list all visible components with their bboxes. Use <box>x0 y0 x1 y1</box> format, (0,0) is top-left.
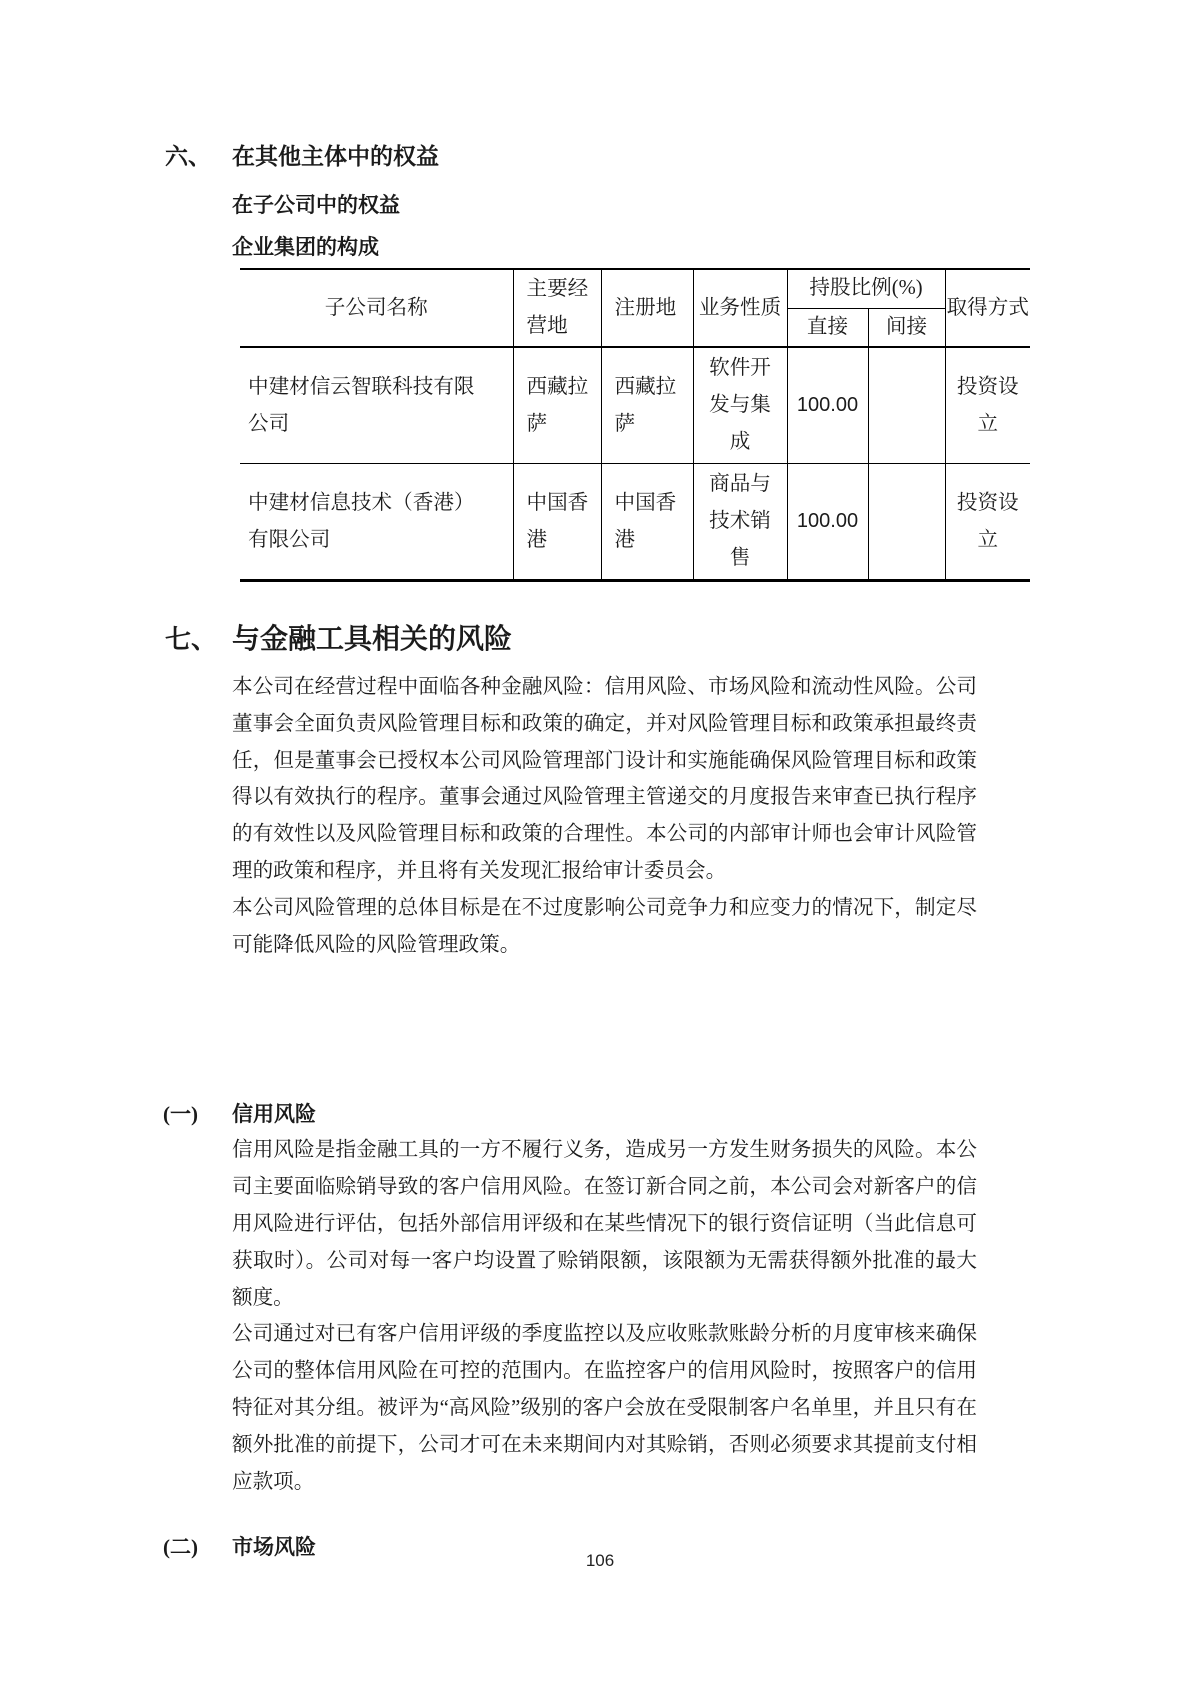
cell-indirect-ratio <box>868 464 945 581</box>
credit-risk-heading <box>0 1097 1200 1132</box>
cell-acquisition-method: 投资设立 <box>945 347 1030 464</box>
subheading-subsidiary-interests: 在子公司中的权益 <box>232 194 400 217</box>
market-risk-title: 市场风险 <box>232 1536 316 1560</box>
section-seven-title: 与金融工具相关的风险 <box>232 623 513 654</box>
cell-registration-place: 西藏拉萨 <box>601 347 693 464</box>
cell-direct-ratio: 100.00 <box>787 347 868 464</box>
table-row <box>240 464 1030 581</box>
col-header-indirect: 间接 <box>868 308 945 347</box>
cell-direct-ratio: 100.00 <box>787 464 868 581</box>
paragraph-credit-risk-definition: 信用风险是指金融工具的一方不履行义务，造成另一方发生财务损失的风险。本公司主要面临赊销导致的客户信用风险。在签订新合同之前，本公司会对新客户的信用风险进行评估，包括外部信用评级和在某些情况下的银行资信证明（当此信息可获取时）。公司对每一客户均设置了赊销限额，该限额为无需获得额外批准的最大额度。 <box>232 1139 977 1309</box>
subheading-group-composition: 企业集团的构成 <box>232 236 379 259</box>
paragraph-risk-management-goal: 本公司风险管理的总体目标是在不过度影响公司竞争力和应变力的情况下，制定尽可能降低风险的风险管理政策。 <box>232 896 977 956</box>
cell-subsidiary-name: 中建材信息技术（香港）有限公司 <box>248 491 475 551</box>
cell-acquisition-method: 投资设立 <box>945 464 1030 581</box>
section-six-title: 在其他主体中的权益 <box>232 143 439 169</box>
section-seven-heading <box>0 621 1200 657</box>
credit-risk-title: 信用风险 <box>232 1103 316 1127</box>
credit-risk-number: (一) <box>163 1102 198 1127</box>
col-header-direct: 直接 <box>787 308 868 347</box>
table-row <box>240 347 1030 464</box>
paragraph-financial-risk-overview: 本公司在经营过程中面临各种金融风险：信用风险、市场风险和流动性风险。公司董事会全面负责风险管理目标和政策的确定，并对风险管理目标和政策承担最终责任，但是董事会已授权本公司风险管理部门设计和实施能确保风险管理目标和政策得以有效执行的程序。董事会通过风险管理主管递交的月度报告来审查已执行程序的有效性以及风险管理目标和政策的合理性。本公司的内部审计师也会审计风险管理的政策和程序，并且将有关发现汇报给审计委员会。 <box>232 676 977 882</box>
section-six-number: 六、 <box>165 143 211 169</box>
col-header-registration-place: 注册地 <box>601 269 693 347</box>
cell-subsidiary-name: 中建材信云智联科技有限公司 <box>240 347 513 464</box>
cell-main-place: 中国香港 <box>513 464 601 581</box>
cell-registration-place: 中国香港 <box>601 464 693 581</box>
col-header-subsidiary-name: 子公司名称 <box>324 296 428 319</box>
paragraph-credit-risk-monitoring: 公司通过对已有客户信用评级的季度监控以及应收账款账龄分析的月度审核来确保公司的整体信用风险在可控的范围内。在监控客户的信用风险时，按照客户的信用特征对其分组。被评为“高风险”级别的客户会放在受限制客户名单里，并且只有在额外批准的前提下，公司才可在未来期间内对其赊销，否则必须要求其提前支付相应款项。 <box>232 1323 977 1493</box>
col-header-acquisition-method: 取得方式 <box>945 269 1030 347</box>
cell-business-nature: 软件开发与集成 <box>693 347 787 464</box>
cell-main-place: 西藏拉萨 <box>513 347 601 464</box>
section-seven-number: 七、 <box>165 624 218 654</box>
col-header-main-place: 主要经营地 <box>513 269 601 347</box>
col-header-business-nature: 业务性质 <box>693 269 787 347</box>
cell-indirect-ratio <box>868 347 945 464</box>
subsidiaries-table <box>240 268 1030 582</box>
col-header-shareholding-ratio: 持股比例(%) <box>787 269 945 308</box>
market-risk-number: (二) <box>163 1535 198 1560</box>
cell-business-nature: 商品与技术销售 <box>693 464 787 581</box>
section-six-heading <box>0 0 1200 171</box>
page-number: 106 <box>585 1551 615 1570</box>
